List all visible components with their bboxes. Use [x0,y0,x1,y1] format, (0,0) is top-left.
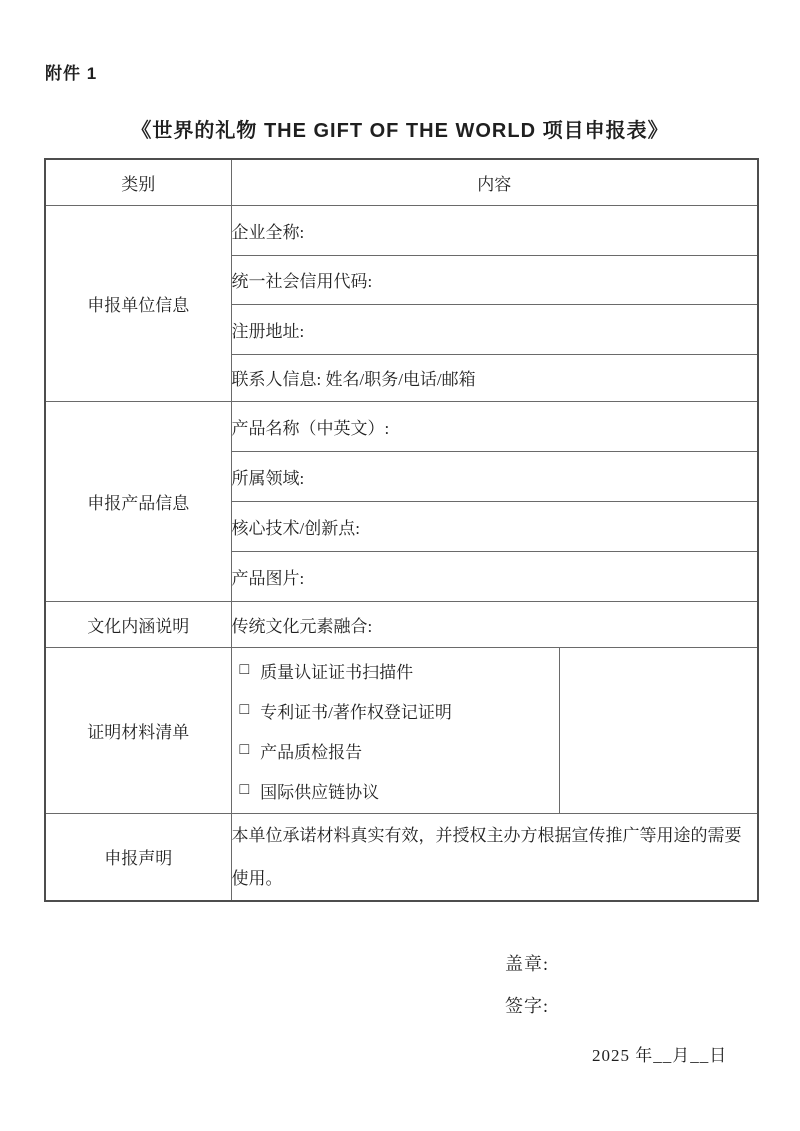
checklist-item-label: 产品质检报告 [260,742,363,762]
section-label-materials: 证明材料清单 [45,647,231,813]
table-header-row [45,159,758,205]
checklist-item [240,658,559,683]
checklist-item [240,738,559,763]
seal-label: 盖章: [505,954,550,974]
signature-label: 签字: [505,996,550,1016]
table-row [45,647,758,813]
section-label-cultural: 文化内涵说明 [45,601,231,647]
checkbox-icon: □ [239,741,250,758]
materials-checklist-cell [231,647,559,813]
materials-checklist [232,650,559,810]
table-row [45,813,758,901]
section-label-product-info: 申报产品信息 [45,401,231,601]
field-product-image: 产品图片: [231,551,758,601]
section-label-declaration: 申报声明 [45,813,231,901]
attachment-label: 附件 1 [45,64,98,83]
checklist-item [240,778,559,803]
page-title: 《世界的礼物 THE GIFT OF THE WORLD 项目申报表》 [131,120,669,142]
field-registered-address: 注册地址: [231,304,758,354]
section-label-unit-info: 申报单位信息 [45,205,231,401]
header-category: 类别 [45,159,231,205]
checkbox-icon: □ [239,781,250,798]
field-credit-code: 统一社会信用代码: [231,255,758,304]
field-contact-info: 联系人信息: 姓名/职务/电话/邮箱 [231,354,758,401]
table-row [45,401,758,451]
field-company-name: 企业全称: [231,205,758,255]
field-core-technology: 核心技术/创新点: [231,501,758,551]
field-product-name: 产品名称（中英文）: [231,401,758,451]
field-industry-field: 所属领域: [231,451,758,501]
checklist-item-label: 专利证书/著作权登记证明 [260,702,452,722]
checkbox-icon: □ [239,661,250,678]
header-content: 内容 [231,159,758,205]
table-row [45,205,758,255]
checklist-item-label: 质量认证证书扫描件 [260,662,414,682]
table-row [45,601,758,647]
date-line: 2025 年__月__日 [592,1046,728,1065]
declaration-text: 本单位承诺材料真实有效，并授权主办方根据宣传推广等用途的需要使用。 [231,813,758,901]
checkbox-icon: □ [239,701,250,718]
checklist-item-label: 国际供应链协议 [260,782,380,802]
materials-empty-cell [559,647,758,813]
application-form-table [44,158,759,902]
checklist-item [240,698,559,723]
field-cultural-elements: 传统文化元素融合: [231,601,758,647]
